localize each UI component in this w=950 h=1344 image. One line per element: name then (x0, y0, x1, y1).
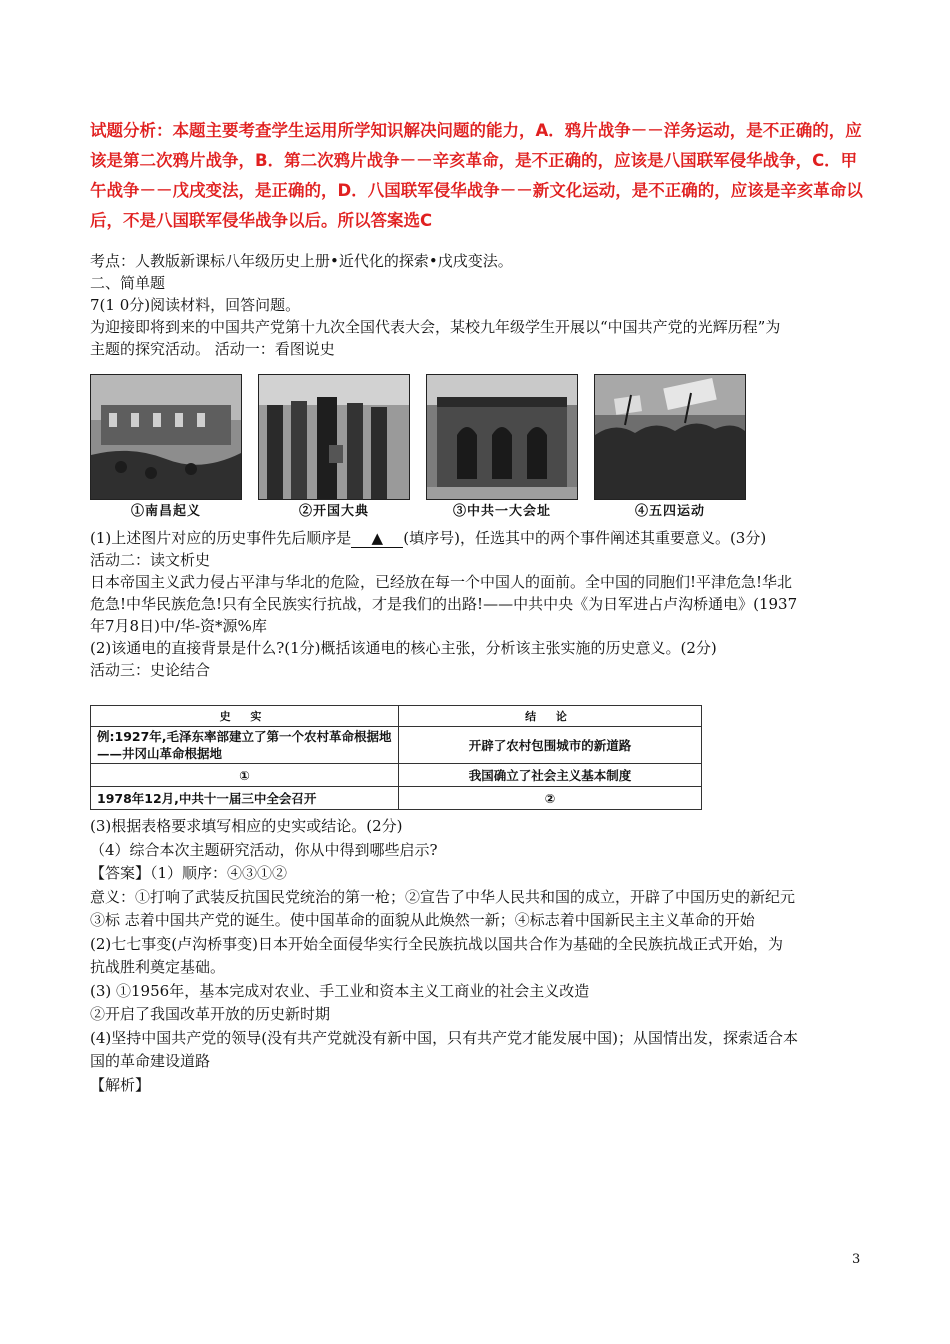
analysis-line: 该是第二次鸦片战争，B．第二次鸦片战争－－辛亥革命，是不正确的，应该是八国联军侵华战争，C．甲 (90, 151, 858, 170)
material-line: 危急!中华民族危急!只有全民族实行抗战，才是我们的出路!——中共中央《为日军进占卢沟桥通电》(1937 (90, 595, 798, 613)
photo-first-congress-site (426, 374, 578, 524)
q1-text-after: (填序号)，任选其中的两个事件阐述其重要意义。(3分) (403, 529, 767, 547)
header-conclusion: 结 论 (399, 706, 702, 727)
table-row (91, 764, 702, 787)
photo-image (90, 374, 242, 500)
activity-3-heading: 活动三：史论结合 (90, 661, 211, 679)
answer-line: 意义：①打响了武装反抗国民党统治的第一枪；②宣告了中华人民共和国的成立，开辟了中国历史的新纪元 (90, 887, 796, 906)
answer-line: (3) ①1956年，基本完成对农业、手工业和资本主义工商业的社会主义改造 (90, 981, 590, 1000)
photo-caption: ③中共一大会址 (452, 504, 551, 519)
table-header-row (91, 706, 702, 727)
header-fact: 史 实 (91, 706, 399, 727)
answer-line: 抗战胜利奠定基础。 (90, 958, 226, 976)
cell-conclusion: 开辟了农村包围城市的新道路 (399, 727, 702, 764)
cell-conclusion: ② (399, 787, 702, 810)
analysis-line: 试题分析：本题主要考查学生运用所学知识解决问题的能力，A．鸦片战争－－洋务运动，是不正确的，应 (90, 121, 862, 140)
history-table (90, 705, 702, 810)
cell-conclusion: 我国确立了社会主义基本制度 (399, 764, 702, 787)
photo-caption: ①南昌起义 (130, 504, 201, 519)
material-line: 年7月8日)中/华-资*源%库 (90, 617, 267, 635)
analysis-line: 后，不是八国联军侵华战争以后。所以答案选C (90, 211, 433, 230)
answer-line: (4)坚持中国共产党的领导(没有共产党就没有新中国，只有共产党才能发展中国)；从国情出发，探索适合本 (90, 1028, 798, 1047)
question-1 (90, 527, 875, 549)
activity-2-heading: 活动二：读文析史 (90, 551, 211, 569)
photo-nanchang (90, 374, 242, 524)
cell-fact: ① (91, 764, 399, 787)
kaodian-line: 考点：人教版新课标八年级历史上册•近代化的探索•戊戌变法。 (90, 252, 513, 270)
cell-fact: 例:1927年,毛泽东率部建立了第一个农村革命根据地——井冈山革命根据地 (91, 727, 399, 764)
table-row (91, 727, 702, 764)
table-row (91, 787, 702, 810)
intro-line: 主题的探究活动。 活动一：看图说史 (90, 340, 335, 358)
analysis-heading: 【解析】 (90, 1075, 151, 1094)
photo-caption: ④五四运动 (634, 504, 705, 519)
intro-line: 为迎接即将到来的中国共产党第十九次全国代表大会，某校九年级学生开展以“中国共产党的光辉历程”为 (90, 318, 781, 336)
photo-image (426, 374, 578, 500)
photo-image (258, 374, 410, 500)
question-4: （4）综合本次主题研究活动，你从中得到哪些启示? (90, 840, 438, 859)
question-3: (3)根据表格要求填写相应的史实或结论。(2分) (90, 817, 403, 835)
answer-line: 【答案】（1）顺序：④③①② (90, 864, 288, 882)
question-header: 7(1 0分)阅读材料，回答问题。 (90, 296, 301, 314)
photo-strip (90, 374, 750, 524)
photo-image (594, 374, 746, 500)
q1-text-before: (1)上述图片对应的历史事件先后顺序是 (90, 529, 352, 547)
answer-line: (2)七七事变(卢沟桥事变)日本开始全面侵华实行全民族抗战以国共合作为基础的全民族抗战正式开始，为 (90, 934, 783, 953)
section-title: 二、简单题 (90, 274, 166, 292)
cell-fact: 1978年12月,中共十一届三中全会召开 (91, 787, 399, 810)
analysis-line: 午战争－－戊戌变法，是正确的，D．八国联军侵华战争－－新文化运动，是不正确的，应该是辛亥革命以 (90, 181, 863, 200)
page-number: 3 (852, 1252, 861, 1267)
material-line: 日本帝国主义武力侵占平津与华北的危险，已经放在每一个中国人的面前。全中国的同胞们!平津危急!华北 (90, 573, 793, 591)
activities-block (90, 527, 875, 681)
answer-line: ③标 志着中国共产党的诞生。使中国革命的面貌从此焕然一新；④标志着中国新民主主义革命的开始 (90, 911, 755, 929)
photo-caption: ②开国大典 (298, 504, 369, 519)
analysis-paragraph (90, 116, 875, 236)
answer-line: 国的革命建设道路 (90, 1052, 211, 1070)
question-intro (90, 250, 875, 360)
photo-founding-ceremony (258, 374, 410, 524)
answer-blank: ▲ (351, 529, 403, 548)
answer-line: ②开启了我国改革开放的历史新时期 (90, 1005, 331, 1023)
question-2: (2)该通电的直接背景是什么?(1分)概括该通电的核心主张，分析该主张实施的历史意义。(2分) (90, 639, 717, 657)
answer-block (90, 815, 875, 1097)
photo-may-fourth (594, 374, 746, 524)
